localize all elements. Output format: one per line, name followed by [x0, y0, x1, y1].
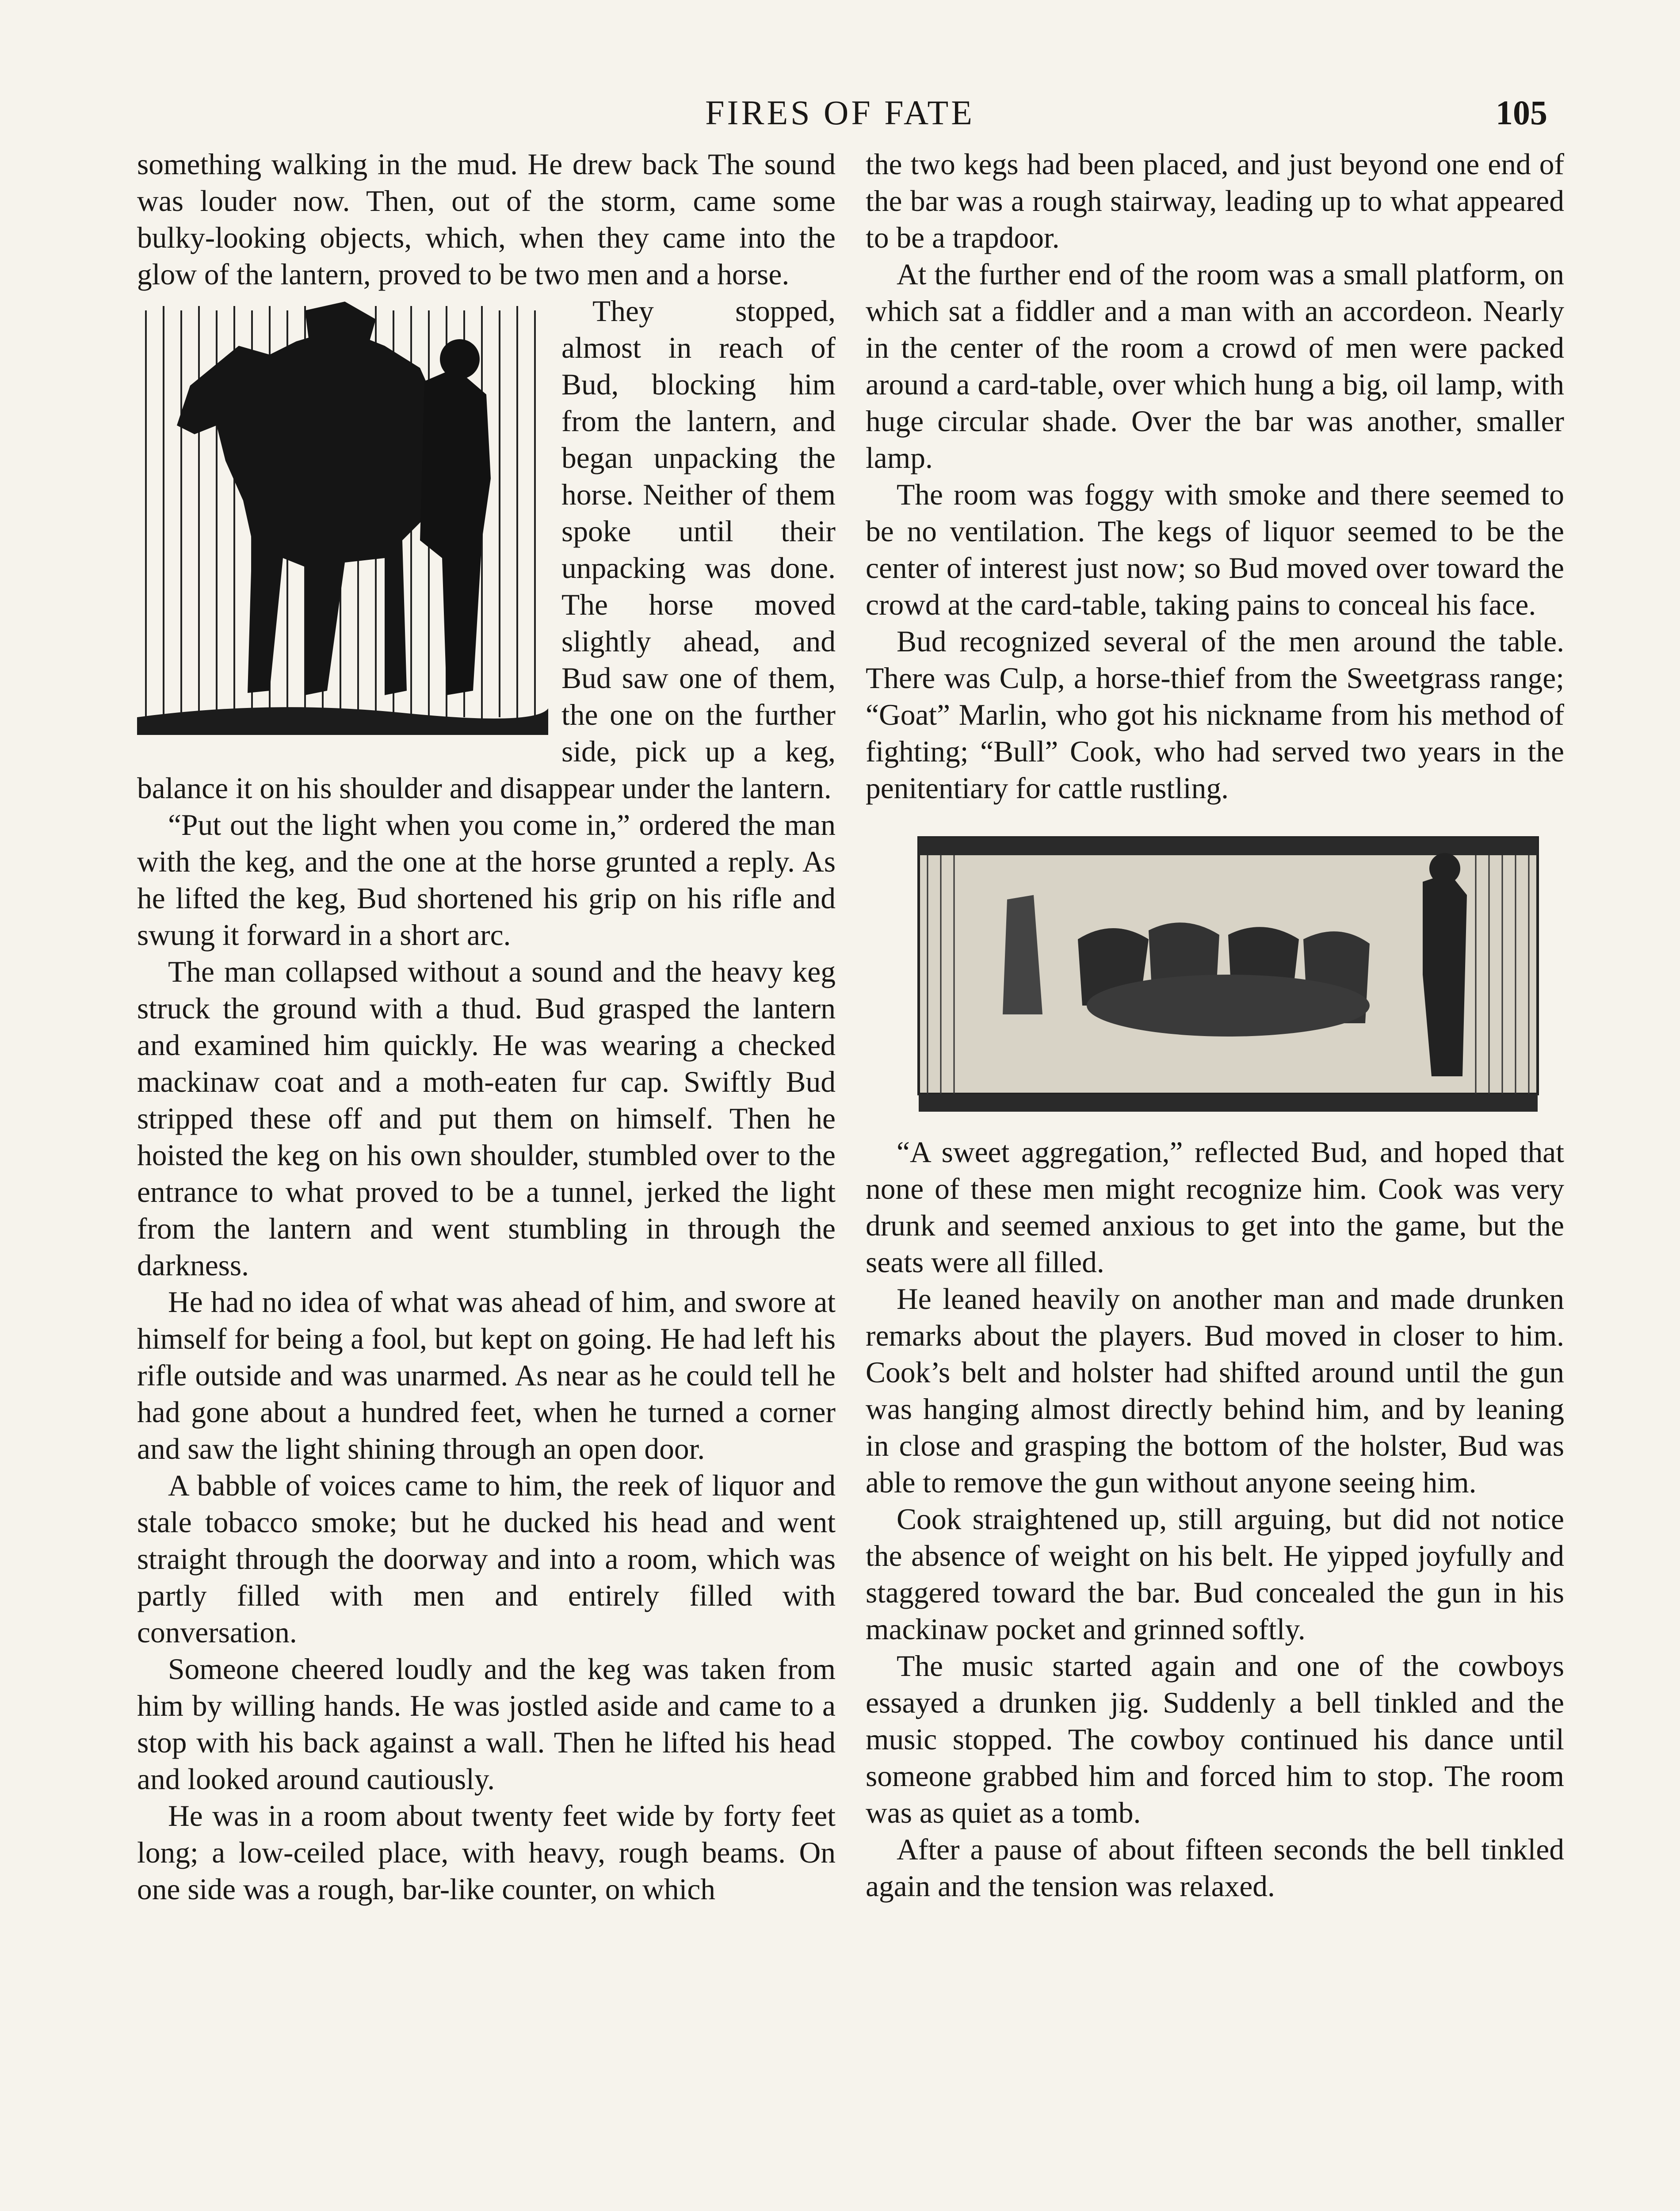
paragraph: Someone cheered loudly and the keg was taken from him by willing hands. He was jostled aside and came to a stop with his back against a wall. Then he lifted his head and looked around cautiously. [137, 1653, 836, 1796]
paragraph [137, 146, 836, 293]
paragraph: At the further end of the room was a small platform, on which sat a fiddler and a man with an accordeon. Nearly in the center of the room a crowd of men were packed around a card-table, over which hung a big, oil lamp, with huge circular shade. Over the bar was another, smaller lamp. [866, 258, 1564, 474]
paragraph: A babble of voices came to him, the reek of liquor and stale tobacco smoke; but he ducked his head and went straight through the doorway and into a room, which was partly filled with men and entirely filled with conversation. [137, 1469, 836, 1649]
paragraph: He leaned heavily on another man and made drunken remarks about the players. Bud moved in closer to him. Cook’s belt and holster had shifted around until the gun was hanging almost directly behind him, and by leaning in close and grasping the bottom of the holster, Bud was able to remove the gun without anyone seeing him. [866, 1282, 1564, 1499]
page-header [133, 93, 1547, 142]
horse-and-men-illustration [137, 293, 548, 735]
page-number: 105 [1496, 93, 1547, 132]
left-column [137, 146, 836, 1908]
paragraph: After a pause of about fifteen seconds the bell tinkled again and the tension was relaxed. [866, 1833, 1564, 1903]
paragraph: Bud recognized several of the men around the table. There was Culp, a horse-thief from the Sweetgrass range; “Goat” Marlin, who got his nickname from his method of fighting; “Bull” Cook, who had served two years in the penitentiary for cattle rustling. [866, 625, 1564, 805]
paragraph: Cook straightened up, still arguing, but did not notice the absence of weight on his belt. He yipped joyfully and staggered toward the bar. Bud concealed the gun in his mackinaw pocket and grinned softly. [866, 1503, 1564, 1646]
right-column [866, 146, 1564, 1905]
paragraph-text-part-1: something walking in the mud. He drew back The sound was louder now. Then, out of the storm, came some bulky-looking objects, which, when they came into the glow of the lantern, proved to be two men and a horse. [137, 148, 836, 291]
running-title: FIRES OF FATE [705, 93, 975, 132]
paragraph: He was in a room about twenty feet wide by forty feet long; a low-ceiled place, with heavy, rough beams. On one side was a rough, bar-like counter, on which [137, 1799, 836, 1906]
paragraph: “Put out the light when you come in,” ordered the man with the keg, and the one at the horse grunted a reply. As he lifted the keg, Bud shortened his grip on his rifle and swung it forward in a short arc. [137, 808, 836, 952]
paragraph: the two kegs had been placed, and just beyond one end of the bar was a rough stairway, leading up to what appeared to be a trapdoor. [866, 148, 1564, 254]
card-table-saloon-illustration [892, 829, 1555, 1116]
paragraph: “A sweet aggregation,” reflected Bud, and hoped that none of these men might recognize him. Cook was very drunk and seemed anxious to get into the game, but the seats were all filled. [866, 1136, 1564, 1279]
paragraph: The man collapsed without a sound and the heavy keg struck the ground with a thud. Bud grasped the lantern and examined him quickly. He was wearing a checked mackinaw coat and a moth-eaten fur cap. Swiftly Bud stripped these off and put them on himself. Then he hoisted the keg on his own shoulder, stumbled over to the entrance to what proved to be a tunnel, jerked the light from the lantern and went stumbling in through the darkness. [137, 955, 836, 1282]
paragraph: He had no idea of what was ahead of him, and swore at himself for being a fool, but kept on going. He had left his rifle outside and was unarmed. As near as he could tell he had gone about a hundred feet, when he turned a corner and saw the light shining through an open door. [137, 1285, 836, 1465]
paragraph: They stopped, almost in reach of Bud, blocking him from the lantern, and began unpacking the horse. Neither of them spoke until their unpacking was done. The horse moved slightly ahead, and Bud saw one of them, the one on the further side, pick up a keg, balance it on his shoulder and disappear under the lantern. [137, 295, 836, 805]
paragraph: The room was foggy with smoke and there seemed to be no ventilation. The kegs of liquor seemed to be the center of interest just now; so Bud moved over toward the crowd at the card-table, taking pains to conceal his face. [866, 478, 1564, 621]
paragraph: The music started again and one of the cowboys essayed a drunken jig. Suddenly a bell tinkled and the music stopped. The cowboy continued his dance until someone grabbed him and forced him to stop. The room was as quiet as a tomb. [866, 1649, 1564, 1829]
